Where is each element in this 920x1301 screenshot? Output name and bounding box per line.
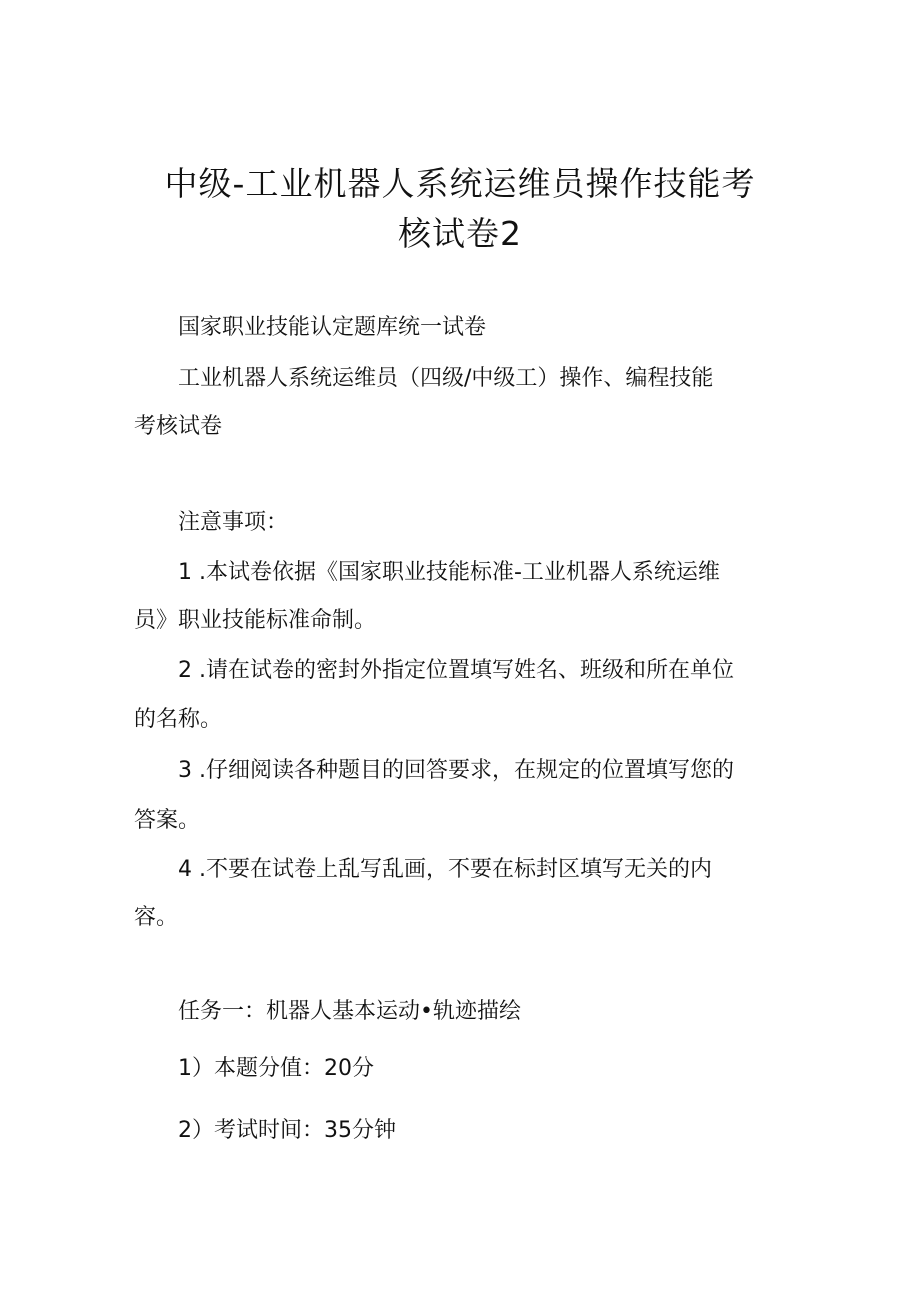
task-score: 1）本题分值：20分 — [178, 1056, 374, 1081]
notice-heading: 注意事项： — [178, 510, 289, 535]
exam-name-line-1: 工业机器人系统运维员（四级/中级工）操作、编程技能 — [178, 366, 714, 391]
notice-item-3-line-1: 3 .仔细阅读各种题目的回答要求，在规定的位置填写您的 — [178, 758, 734, 783]
notice-item-2-line-1: 2 .请在试卷的密封外指定位置填写姓名、班级和所在单位 — [178, 658, 734, 683]
notice-item-1-line-2: 员》职业技能标准命制。 — [134, 608, 377, 633]
notice-item-3-line-2: 答案。 — [134, 808, 201, 833]
task-heading: 任务一：机器人基本运动•轨迹描绘 — [178, 999, 521, 1024]
task-time: 2）考试时间：35分钟 — [178, 1118, 396, 1143]
notice-item-1-line-1: 1 .本试卷依据《国家职业技能标准-工业机器人系统运维 — [178, 560, 720, 585]
notice-item-4-line-2: 容。 — [134, 905, 179, 930]
document-title-line-2: 核试卷2 — [398, 214, 522, 253]
notice-item-4-line-1: 4 .不要在试卷上乱写乱画，不要在标封区填写无关的内 — [178, 857, 712, 882]
document-title-line-1: 中级-工业机器人系统运维员操作技能考 — [164, 164, 756, 203]
exam-name-line-2: 考核试卷 — [134, 414, 223, 439]
question-bank-label: 国家职业技能认定题库统一试卷 — [178, 315, 487, 340]
notice-item-2-line-2: 的名称。 — [134, 707, 223, 732]
